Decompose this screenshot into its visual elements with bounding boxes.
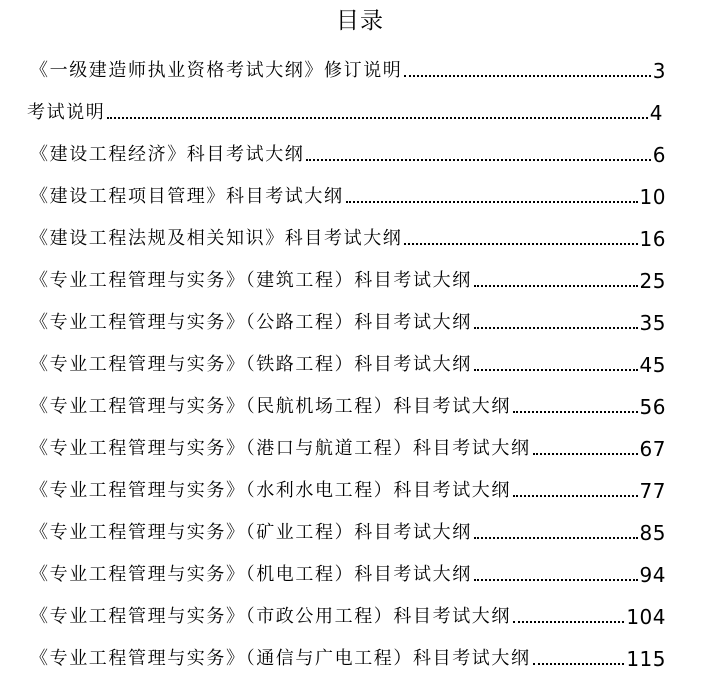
toc-dot-leader [346,201,638,203]
toc-entry-page-number: 35 [639,311,666,335]
toc-entry-page-number: 6 [652,143,666,167]
toc-entry-page-number: 56 [639,395,666,419]
toc-entry[interactable] [30,182,666,210]
toc-entry[interactable] [30,644,666,672]
toc-entry[interactable] [30,56,666,84]
toc-dot-leader [306,159,650,161]
toc-entry-page-number: 45 [639,353,666,377]
toc-entry-text: 《建设工程项目管理》科目考试大纲 [30,186,344,207]
toc-entry-text: 《专业工程管理与实务》（水利水电工程）科目考试大纲 [30,480,511,501]
toc-entry-page-number: 3 [652,59,666,83]
toc-entry-text: 《建设工程法规及相关知识》科目考试大纲 [30,228,403,249]
toc-entry-page-number: 67 [639,437,666,461]
toc-entry-page-number: 10 [639,185,666,209]
toc-entry-text: 《一级建造师执业资格考试大纲》修订说明 [30,60,403,81]
toc-entry-page-number: 94 [639,563,666,587]
toc-entry[interactable] [30,266,666,294]
toc-dot-leader [533,663,625,665]
toc-entry[interactable] [30,434,666,462]
toc-entry-text: 《专业工程管理与实务》（市政公用工程）科目考试大纲 [30,606,511,627]
toc-dot-leader [404,243,637,245]
toc-entry[interactable] [30,476,666,504]
toc-entry-page-number: 104 [626,605,666,629]
toc-dot-leader [107,117,647,119]
toc-entry-text: 《专业工程管理与实务》（矿业工程）科目考试大纲 [30,522,472,543]
toc-dot-leader [474,327,638,329]
toc-entry-text: 《建设工程经济》科目考试大纲 [30,144,305,165]
toc-entry-text: 《专业工程管理与实务》（铁路工程）科目考试大纲 [30,354,472,375]
toc-entry-page-number: 115 [626,647,666,671]
toc-entry-text: 《专业工程管理与实务》（港口与航道工程）科目考试大纲 [30,438,531,459]
toc-dot-leader [513,411,638,413]
toc-entry-text: 《专业工程管理与实务》（公路工程）科目考试大纲 [30,312,472,333]
toc-entry-page-number: 77 [639,479,666,503]
toc-dot-leader [474,537,638,539]
toc-dot-leader [474,579,638,581]
toc-entry-text: 《专业工程管理与实务》（机电工程）科目考试大纲 [30,564,472,585]
toc-entry[interactable] [30,308,666,336]
toc-entry-text: 《专业工程管理与实务》（民航机场工程）科目考试大纲 [30,396,511,417]
toc-entry[interactable] [30,140,666,168]
toc-entry-page-number: 85 [639,521,666,545]
toc-dot-leader [404,75,650,77]
toc-entry-text: 《专业工程管理与实务》（建筑工程）科目考试大纲 [30,270,472,291]
toc-title: 目录 [336,8,384,34]
toc-entry[interactable] [30,518,666,546]
toc-entry[interactable] [30,560,666,588]
toc-entry-page-number: 16 [639,227,666,251]
toc-entry[interactable] [30,350,666,378]
toc-entry-text: 考试说明 [27,102,106,123]
toc-dot-leader [513,621,624,623]
toc-entry[interactable] [30,602,666,630]
toc-entry[interactable] [30,224,666,252]
toc-dot-leader [474,369,638,371]
toc-entry-page-number: 4 [649,101,663,125]
toc-dot-leader [474,285,638,287]
toc-dot-leader [513,495,638,497]
toc-entry-page-number: 25 [639,269,666,293]
toc-dot-leader [533,453,638,455]
toc-entry[interactable] [27,98,663,126]
toc-entry[interactable] [30,392,666,420]
toc-entry-text: 《专业工程管理与实务》（通信与广电工程）科目考试大纲 [30,648,531,669]
